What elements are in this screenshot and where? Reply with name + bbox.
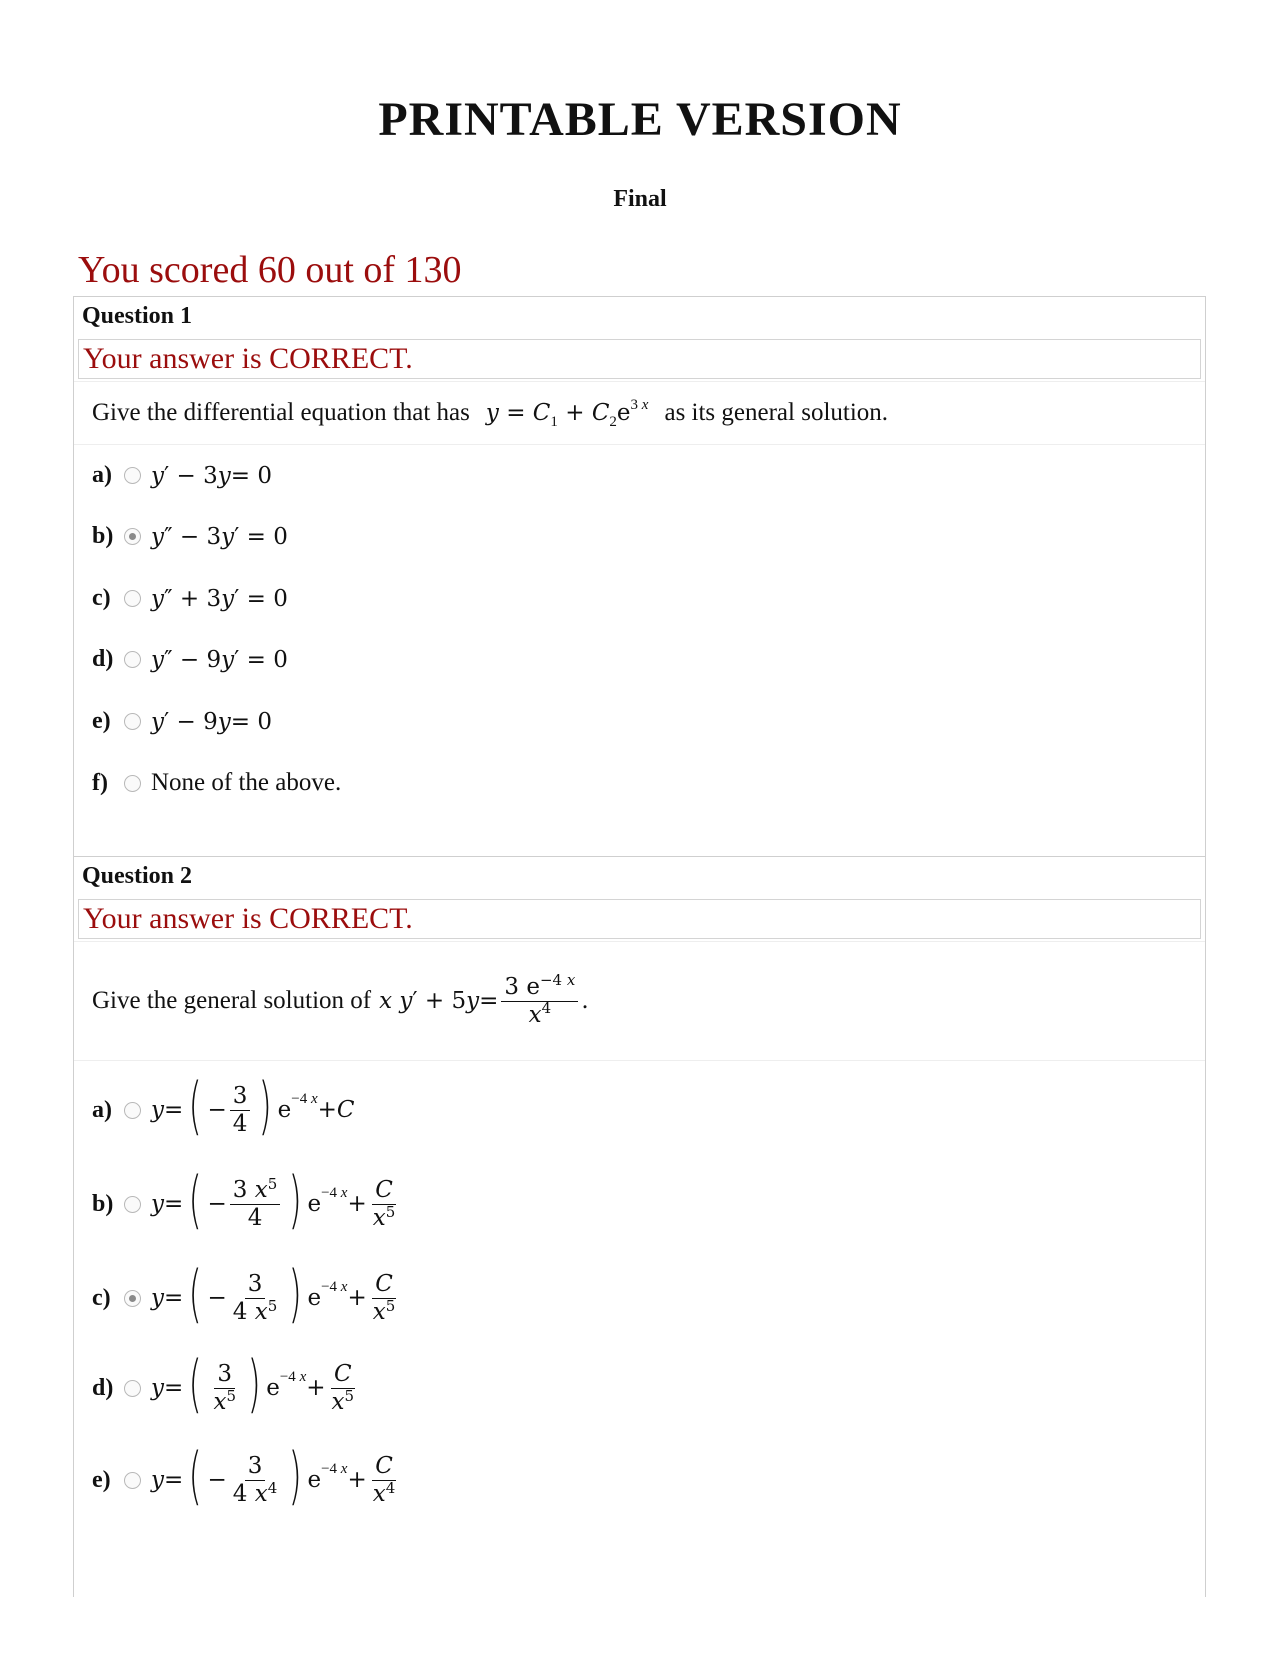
option-label: c) xyxy=(92,585,111,611)
option-equation: y = ( − $\frac{3 x^5}{4}$ ) e −4 x + $\frac{C}{x^5}$ xyxy=(151,1163,396,1236)
option-equation: y = ( − $\frac{3}{4}$ ) e −4 x + C xyxy=(151,1069,355,1142)
question-1-prompt-suffix: as its general solution. xyxy=(664,399,889,426)
question-1-option-c[interactable] xyxy=(92,585,288,612)
question-1-prompt xyxy=(74,381,1205,445)
option-radio[interactable] xyxy=(124,1196,141,1213)
question-1-option-a[interactable] xyxy=(92,462,272,489)
option-equation: y ″ − 9 y ′ = 0 xyxy=(151,646,288,673)
question-2-heading: Question 2 xyxy=(82,863,193,889)
option-radio[interactable] xyxy=(124,1102,141,1119)
option-text: None of the above. xyxy=(151,769,342,796)
option-radio-selected[interactable] xyxy=(124,528,141,545)
option-radio[interactable] xyxy=(124,590,141,607)
option-label: a) xyxy=(92,1096,112,1123)
option-label: f) xyxy=(92,769,108,796)
option-radio[interactable] xyxy=(124,1472,141,1489)
option-label: c) xyxy=(92,1284,111,1311)
option-equation: y ″ − 3 y ′ = 0 xyxy=(151,523,288,550)
question-1-prompt-text: Give the differential equation that has xyxy=(92,399,470,426)
question-2-option-b[interactable] xyxy=(92,1163,401,1236)
option-label: d) xyxy=(92,1374,114,1401)
option-label: a) xyxy=(92,462,112,488)
option-equation: y ′ − 9 y = 0 xyxy=(151,708,272,735)
option-radio-selected[interactable] xyxy=(124,1290,141,1307)
option-radio[interactable] xyxy=(124,467,141,484)
option-radio[interactable] xyxy=(124,651,141,668)
page-title: PRINTABLE VERSION xyxy=(378,93,902,146)
question-1-option-f[interactable] xyxy=(92,769,341,797)
question-2-option-d[interactable] xyxy=(92,1347,360,1420)
question-2-option-c[interactable] xyxy=(92,1257,401,1330)
option-equation: y = ( − $\frac{3}{4 x^4}$ ) e −4 x + $\frac{C}{x^4}$ xyxy=(151,1439,396,1512)
option-label: e) xyxy=(92,708,111,734)
option-radio[interactable] xyxy=(124,713,141,730)
option-label: b) xyxy=(92,1190,114,1217)
question-1-result: Your answer is CORRECT. xyxy=(78,339,1201,379)
question-1-option-d[interactable] xyxy=(92,646,288,673)
option-equation: y ′ − 3 y = 0 xyxy=(151,462,272,489)
question-1-prompt-equation: $y = C_1 + C_2e^{3 x}$ xyxy=(485,397,649,430)
question-2-option-e[interactable] xyxy=(92,1439,401,1512)
question-2-prompt-equation: x y ′ + 5 y = $\frac{3 e^{-4 x}}{x^4}$ . xyxy=(379,971,589,1028)
option-equation: y ″ + 3 y ′ = 0 xyxy=(151,585,288,612)
option-label: b) xyxy=(92,523,114,549)
option-radio[interactable] xyxy=(124,775,141,792)
option-equation: y = ( − $\frac{3}{4 x^5}$ ) e −4 x + $\frac{C}{x^5}$ xyxy=(151,1257,396,1330)
question-1-option-e[interactable] xyxy=(92,708,272,735)
option-equation: y = ( $\frac{3}{x^5}$ ) e −4 x + $\frac{C}{x^5}$ xyxy=(151,1347,355,1420)
option-radio[interactable] xyxy=(124,1380,141,1397)
question-1-panel xyxy=(73,296,1206,858)
option-label: d) xyxy=(92,646,114,672)
question-2-prompt xyxy=(74,941,1205,1061)
question-2-option-a[interactable] xyxy=(92,1069,355,1142)
question-2-prompt-text: Give the general solution of xyxy=(92,987,372,1014)
option-label: e) xyxy=(92,1466,111,1493)
page-subtitle: Final xyxy=(613,186,667,212)
score-text: You scored 60 out of 130 xyxy=(78,249,462,291)
question-2-panel xyxy=(73,856,1206,1597)
question-1-heading: Question 1 xyxy=(82,303,193,329)
question-2-result: Your answer is CORRECT. xyxy=(78,899,1201,939)
question-1-option-b[interactable] xyxy=(92,523,288,550)
